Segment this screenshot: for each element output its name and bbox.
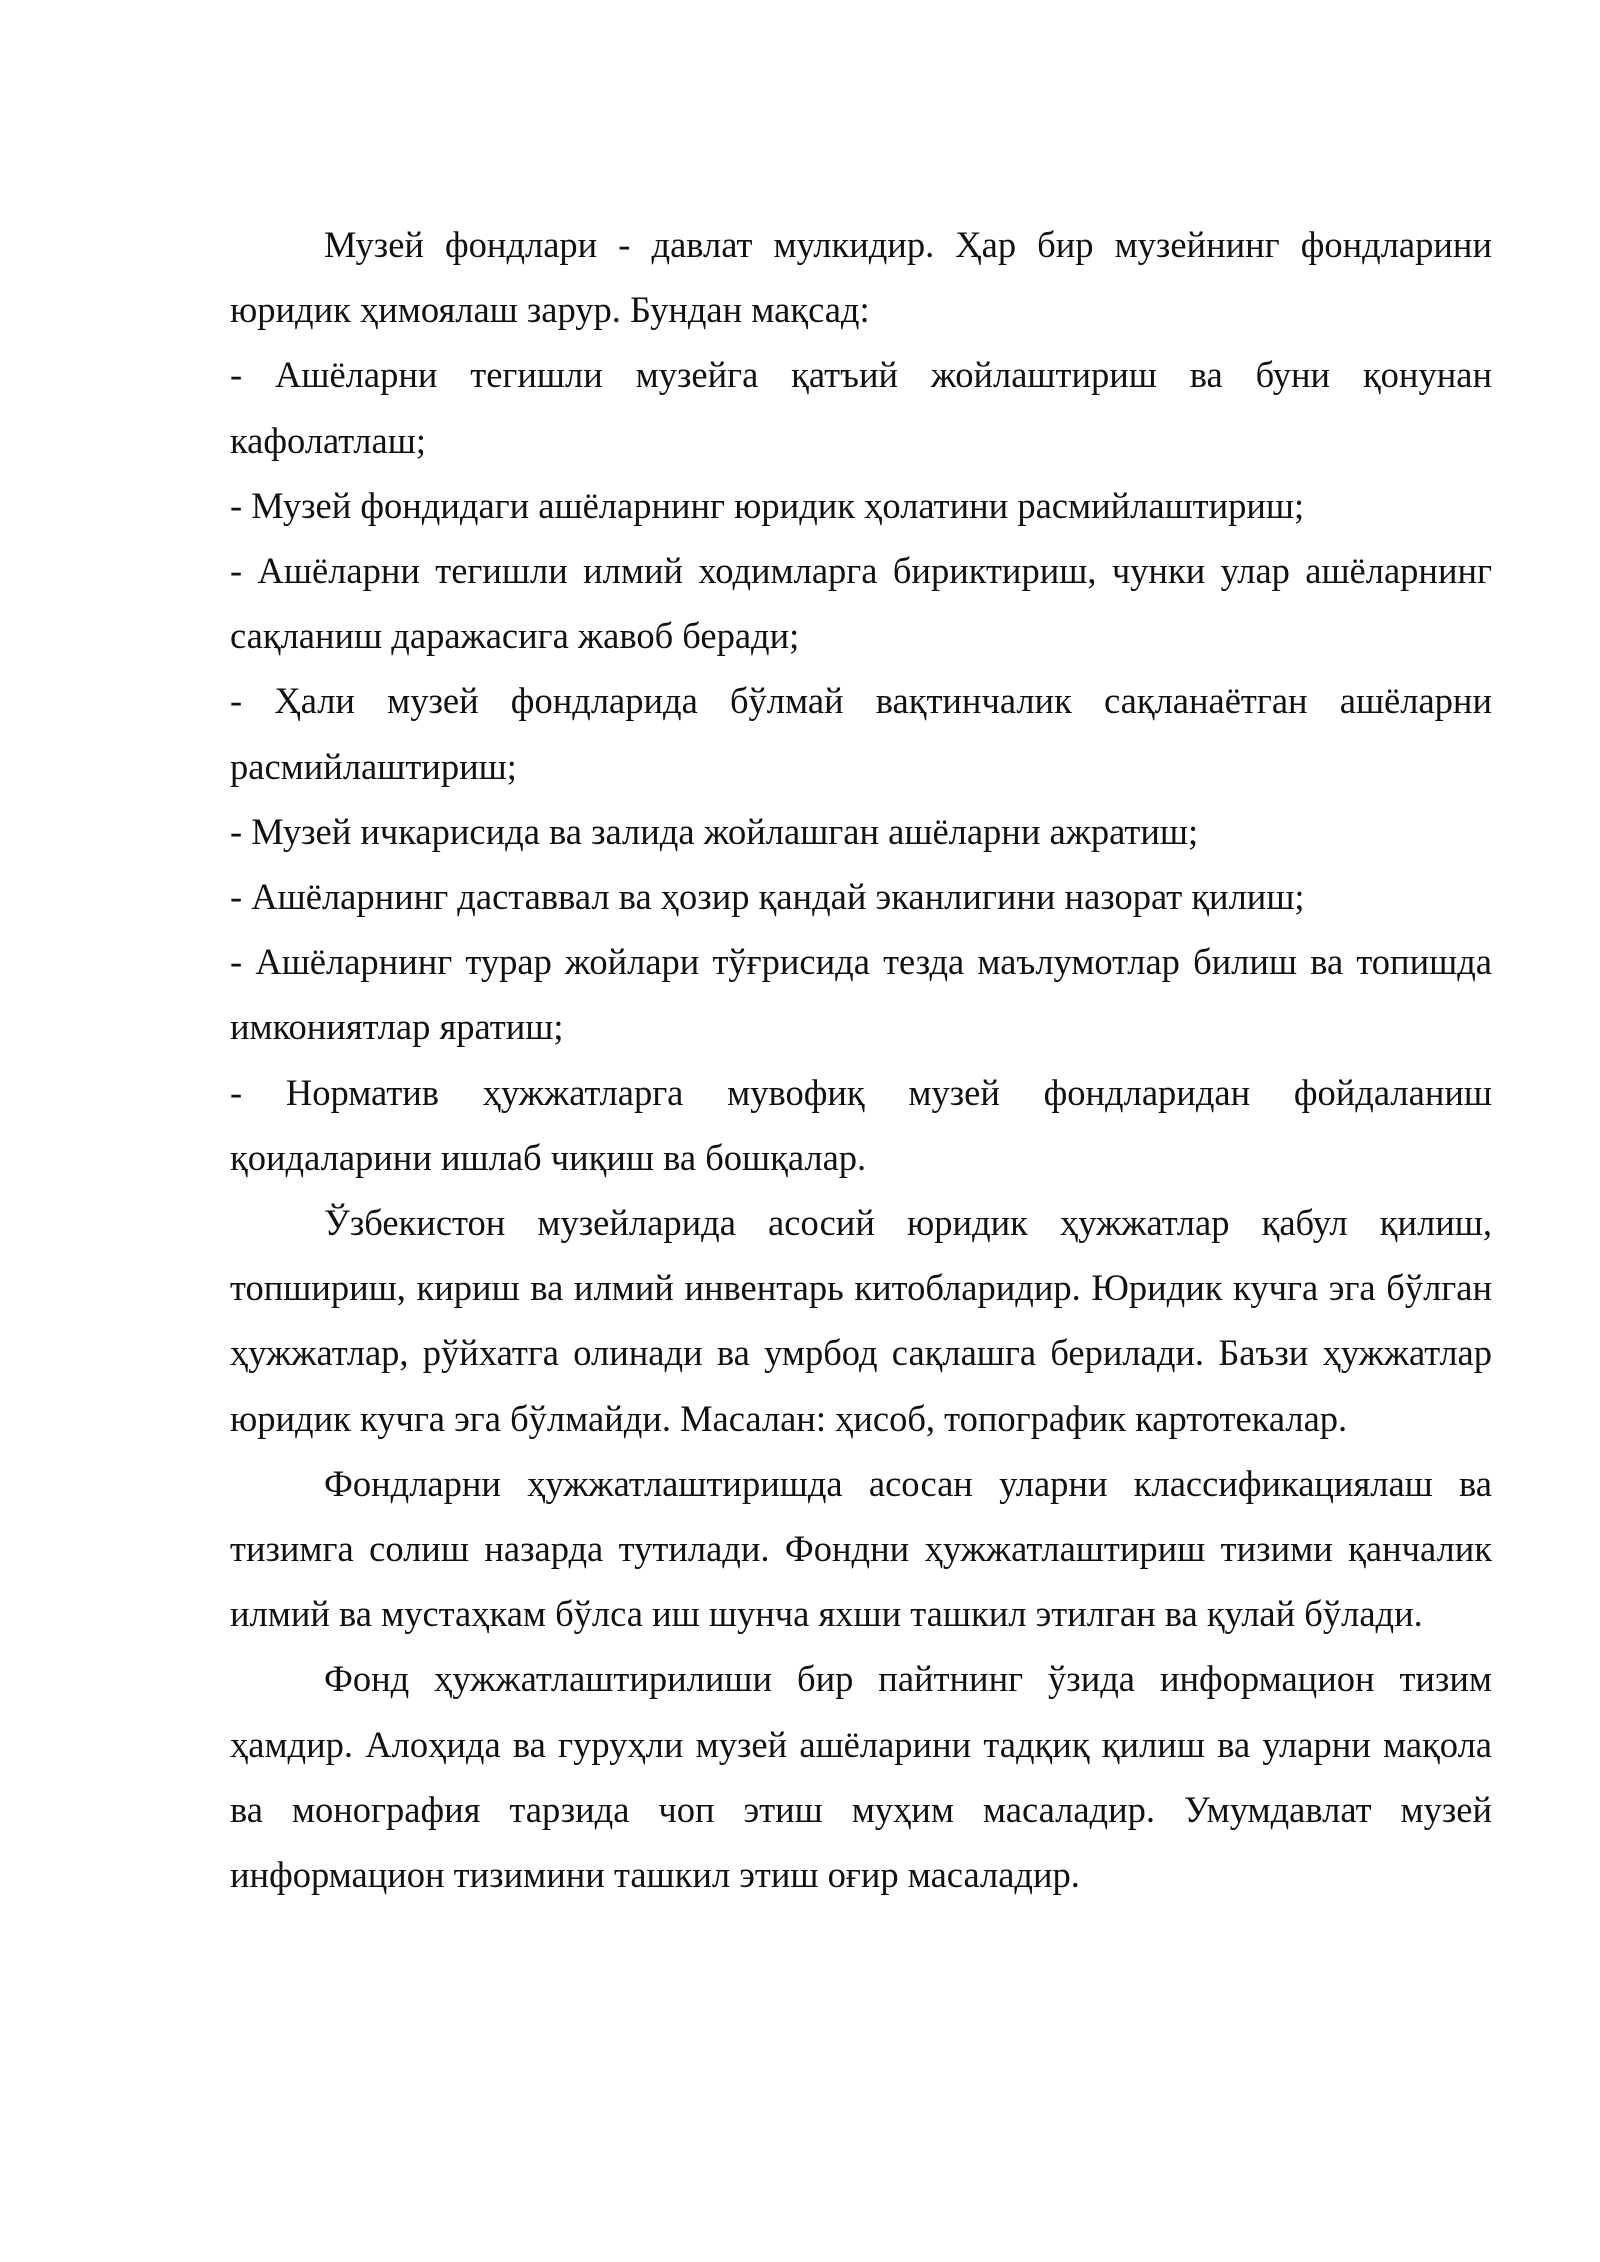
list-item-assign-staff: - Ашёларни тегишли илмий ходимларга бириктириш, чунки улар ашёларнинг сақланиш даражасига жавоб беради; xyxy=(230,550,1492,657)
list-item-location-info: - Ашёларнинг турар жойлари тўғрисида тезда маълумотлар билиш ва топишда имкониятлар яратиш; xyxy=(230,941,1492,1048)
list-item-placement: - Ашёларни тегишли музейга қатъий жойлаштириш ва буни қонунан кафолатлаш; xyxy=(230,354,1492,461)
list-item-temporary-items: - Ҳали музей фондларида бўлмай вақтинчалик сақланаётган ашёларни расмийлаштириш; xyxy=(230,680,1492,787)
paragraph-information-system: Фонд ҳужжатлаштирилиши бир пайтнинг ўзида информацион тизим ҳамдир. Алоҳида ва гуруҳли музей ашёларини тадқиқ қилиш ва уларни мақола ва монография тарзида чоп этиш муҳим масаладир. Умумдавлат музей информацион тизимини ташкил этиш оғир масаладир. xyxy=(230,1658,1492,1896)
list-item-separate-items: - Музей ичкарисида ва залида жойлашган ашёларни ажратиш; xyxy=(230,810,1199,852)
paragraph-legal-documents: Ўзбекистон музейларида асосий юридик ҳужжатлар қабул қилиш, топшириш, кириш ва илмий инвентарь китобларидир. Юридик кучга эга бўлган ҳужжатлар, рўйхатга олинади ва умрбод сақлашга берилади. Баъзи ҳужжатлар юридик кучга эга бўлмайди. Масалан: ҳисоб, топографик картотекалар. xyxy=(230,1202,1492,1439)
paragraph-documentation-classification: Фондларни ҳужжатлаштиришда асосан уларни классификациялаш ва тизимга солиш назарда тутилади. Фондни ҳужжатлаштириш тизими қанчалик илмий ва мустаҳкам бўлса иш шунча яхши ташкил этилган ва қулай бўлади. xyxy=(230,1462,1492,1635)
list-item-legal-status: - Музей фондидаги ашёларнинг юридик ҳолатини расмийлаштириш; xyxy=(230,484,1305,526)
list-item-usage-rules: - Норматив ҳужжатларга мувофиқ музей фондларидан фойдаланиш қоидаларини ишлаб чиқиш ва бошқалар. xyxy=(230,1071,1492,1178)
list-item-control-condition: - Ашёларнинг даставвал ва ҳозир қандай эканлигини назорат қилиш; xyxy=(230,876,1305,918)
document-body xyxy=(230,212,1492,1907)
paragraph-museum-funds-intro: Музей фондлари - давлат мулкидир. Ҳар бир музейнинг фондларини юридик ҳимоялаш зарур. Бундан мақсад: xyxy=(230,224,1492,331)
